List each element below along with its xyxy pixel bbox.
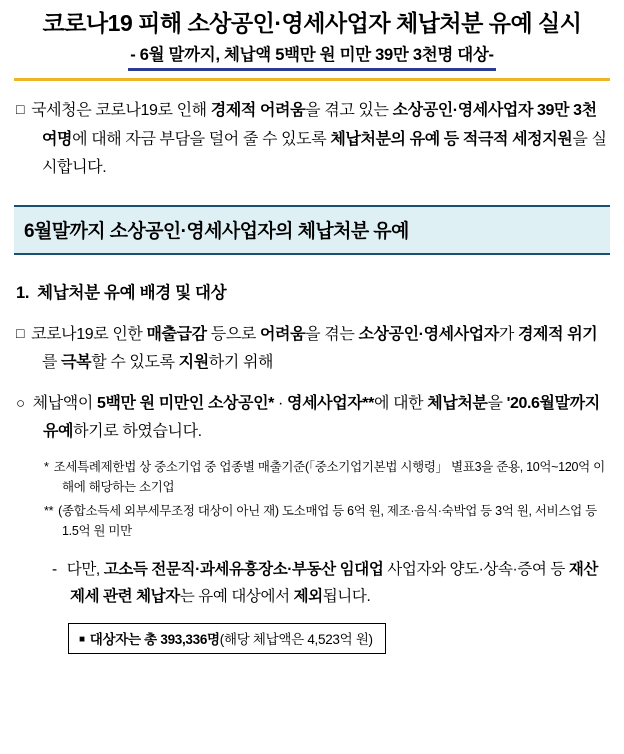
footnote-list <box>14 457 610 542</box>
dash-paragraph-text: 다만, 고소득 전문직·과세유흥장소·부동산 임대업 사업자와 양도·상속·증여 등 재산제세 관련 체납자는 유예 대상에서 제외됩니다. <box>66 560 598 606</box>
gold-divider <box>14 78 610 81</box>
square-bullet-text: 코로나19로 인한 매출급감 등으로 어려움을 겪는 소상공인·영세사업자가 경제적 위기를 극복할 수 있도록 지원하기 위해 <box>31 325 598 372</box>
lead-paragraph-line <box>16 97 610 182</box>
dash-paragraph <box>14 556 610 611</box>
circle-bullet-text: 체납액이 5백만 원 미만인 소상공인* · 영세사업자**에 대한 체납처분을 '20.6월말까지 유예하기로 하였습니다. <box>32 394 600 441</box>
section-header-bar: 6월말까지 소상공인·영세사업자의 체납처분 유예 <box>14 205 610 255</box>
asterisk-icon: * <box>44 459 49 474</box>
heading-number: 1. <box>16 283 30 302</box>
footnote-item <box>44 501 610 542</box>
numbered-heading <box>14 279 610 303</box>
box-note-wrap <box>14 623 610 654</box>
footnote-text: 조세특례제한법 상 중소기업 중 업종별 매출기준(「중소기업기본법 시행령」 별표3을 준용, 10억~120억 이해에 해당하는 소기업 <box>53 459 605 494</box>
footnote-text: (종합소득세 외부세무조정 대상이 아닌 재) 도소매업 등 6억 원, 제조·음식·숙박업 등 3억 원, 서비스업 등 1.5억 원 미만 <box>58 504 597 539</box>
title-block <box>14 6 610 71</box>
circle-bullet-icon: ○ <box>16 394 25 412</box>
box-note-paren-text: (해당 체납액은 4,523억 원) <box>219 631 373 647</box>
filled-square-icon: ■ <box>79 634 85 646</box>
square-bullet-icon: □ <box>16 101 25 118</box>
box-note <box>68 623 386 654</box>
square-bullet-line <box>16 321 610 378</box>
page-subtitle: - 6월 말까지, 체납액 5백만 원 미만 39만 3천명 대상- <box>128 41 495 71</box>
square-bullet-icon: □ <box>16 324 25 341</box>
box-note-bold-text: 대상자는 총 393,336명 <box>89 631 220 647</box>
lead-paragraph <box>14 97 610 182</box>
footnote-item <box>44 457 610 498</box>
dash-bullet-icon: - <box>52 560 57 578</box>
circle-bullet-paragraph <box>14 390 610 447</box>
lead-paragraph-text: 국세청은 코로나19로 인해 경제적 어려움을 겪고 있는 소상공인·영세사업자 39만 3천 여명에 대해 자금 부담을 덜어 줄 수 있도록 체납처분의 유예 등 적극적 세정지원을 실시합니다. <box>31 102 607 177</box>
subtitle-wrap <box>14 41 610 71</box>
circle-bullet-line <box>16 390 610 447</box>
heading-text: 체납처분 유예 배경 및 대상 <box>37 283 227 302</box>
page-title: 코로나19 피해 소상공인·영세사업자 체납처분 유예 실시 <box>42 10 582 36</box>
square-bullet-paragraph <box>14 321 610 378</box>
double-asterisk-icon: ** <box>44 504 54 519</box>
